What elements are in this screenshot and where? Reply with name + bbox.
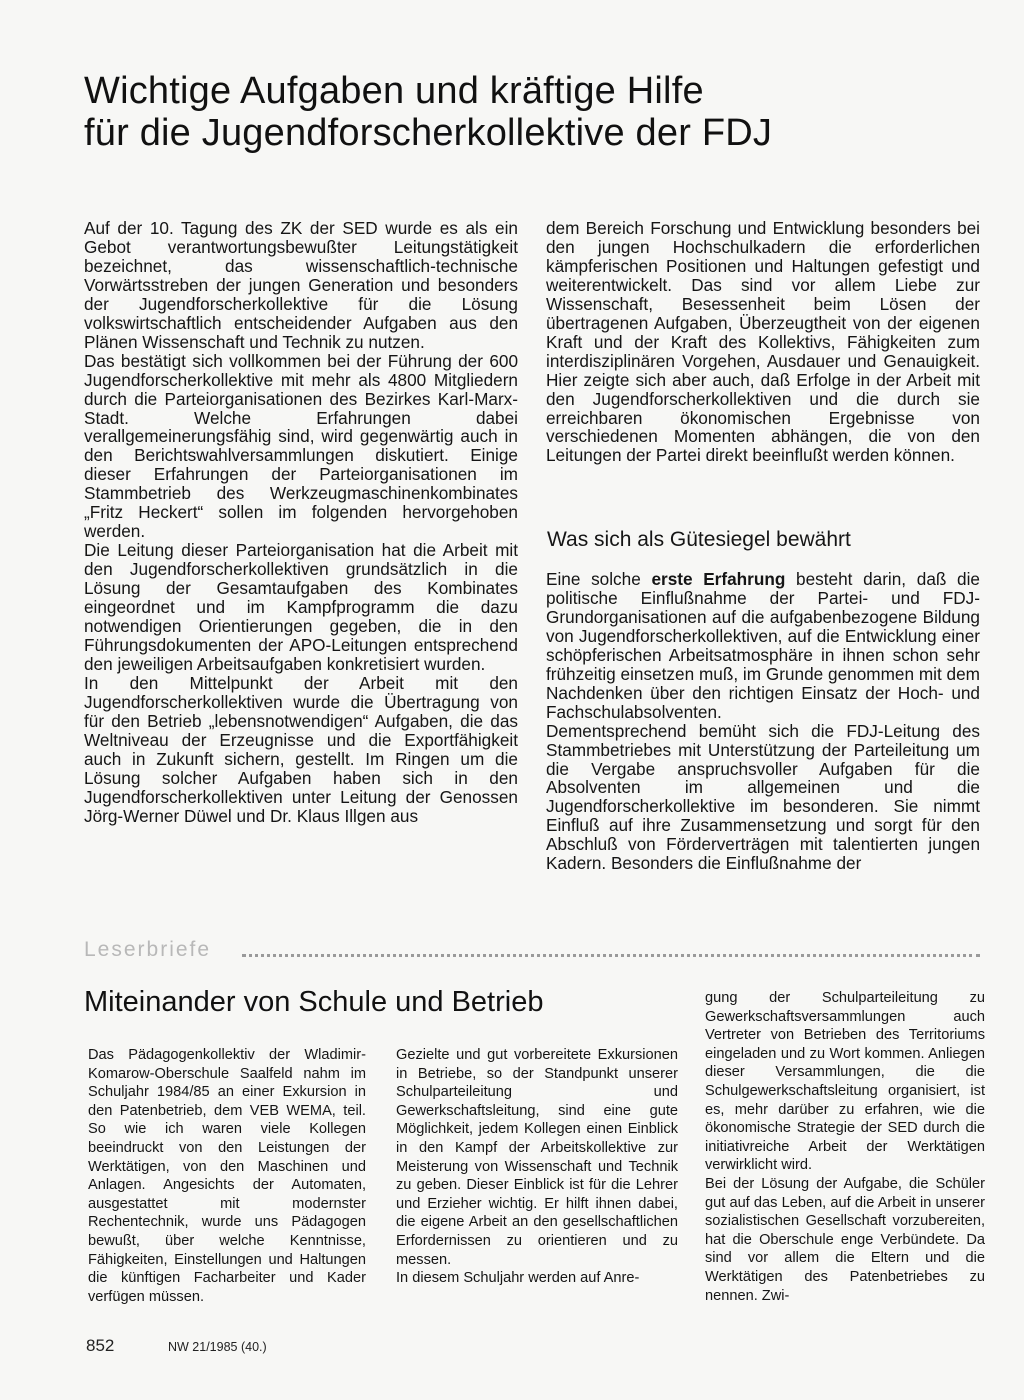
letter-paragraph: In diesem Schuljahr werden auf Anre- [396, 1270, 640, 1287]
article-paragraph: Auf der 10. Tagung des ZK der SED wurde es als ein Gebot verantwortungsbewußter Leitungstätigkeit bezeichnet, das wissenschaftlich-technische Vorwärtsstreben der jungen Generation und besonders der Jugendforscherkollektive für die Lösung volkswirtschaftlich entscheidender Aufgaben aus den Plänen Wissenschaft und Technik zu nutzen. [84, 218, 518, 352]
article-column-2 [546, 219, 980, 465]
article-paragraph: In den Mittelpunkt der Arbeit mit den Jugendforscherkollektiven wurde die Übertragung von für den Betrieb „lebensnotwendigen“ Aufgaben, die das Weltniveau der Erzeugnisse und die Exportfähigkeit auch in Zukunft sichern, gestellt. Im Ringen um die Lösung solcher Aufgaben haben sich in den Jugendforscherkollektiven unter Leitung der Genossen Jörg-Werner Düwel und Dr. Klaus Illgen aus [84, 672, 518, 826]
article-title-line-2: für die Jugendforscherkollektive der FDJ [84, 112, 773, 154]
article-paragraph: Die Leitung dieser Parteiorganisation hat die Arbeit mit den Jugendforscherkollektiven grundsätzlich in die Lösung der Gesamtaufgaben des Kombinates eingeordnet und im Kampfprogramm die dazu notwendigen Orientierungen gegeben, die in den Führungsdokumenten der APO-Leitungen entsprechend den jeweiligen Arbeitsaufgaben konkretisiert wurden. [84, 540, 518, 674]
article-column-2-continued [546, 570, 980, 873]
article-column-1 [84, 219, 518, 826]
letter-column-1 [88, 1046, 366, 1306]
page-number: 852 [86, 1336, 115, 1355]
letter-title: Miteinander von Schule und Betrieb [84, 986, 544, 1018]
letter-paragraph: Bei der Lösung der Aufgabe, die Schüler gut auf das Leben, auf die Arbeit in unserer sozialistischen Gesellschaft vorzubereiten, hat die Oberschule enge Verbündete. Da sind vor allem die Eltern und die Werktätigen des Patenbetriebes zu nennen. Zwi- [705, 1175, 985, 1304]
section-label: Leserbriefe [84, 938, 212, 961]
section-divider [242, 954, 980, 957]
letter-paragraph: gung der Schulparteileitung zu Gewerkschaftsversammlungen auch Vertreter von Betrieben des Territoriums eingeladen und zu Wort kommen. Anliegen dieser Versammlungen, die die Schulgewerkschaftsleitung organisiert, ist es, mehr darüber zu erfahren, wie die ökonomische Strategie der SED durch die initiativreiche Arbeit der Werktätigen verwirklicht wird. [705, 990, 985, 1174]
letter-column-3 [705, 989, 985, 1305]
letter-paragraph: Das Pädagogenkollektiv der Wladimir-Komarow-Oberschule Saalfeld nahm im Schuljahr 1984/85 an einer Exkursion in den Patenbetrieb, dem VEB WEMA, teil. So wie ich waren viele Kollegen beeindruckt von den Leistungen der Werktätigen, von den Maschinen und Anlagen. Angesichts der Automaten, ausgestattet mit modernster Rechentechnik, wurde uns Pädagogen bewußt, über welche Kenntnisse, Fähigkeiten, Einstellungen und Haltungen die künftigen Facharbeiter und Kader verfügen müssen. [88, 1047, 366, 1305]
article-paragraph: Das bestätigt sich vollkommen bei der Führung der 600 Jugendforscherkollektive mit mehr als 4800 Mitgliedern durch die Parteiorganisationen des Bezirkes Karl-Marx-Stadt. Welche Erfahrungen dabei verallgemeinerungsfähig sind, wird gegenwärtig auch in den Berichtswahlversammlungen diskutiert. Einige dieser Erfahrungen der Parteiorganisationen im Stammbetrieb des Werkzeugmaschinenkombinates „Fritz Heckert“ sollen im folgenden hervorgehoben werden. [84, 350, 518, 542]
article-paragraph: Dementsprechend bemüht sich die FDJ-Leitung des Stammbetriebes mit Unterstützung der Parteileitung um die Vergabe anspruchsvoller Aufgaben für die Absolventen im allgemeinen und die Jugendforscherkollektive im besonderen. Sie nimmt Einfluß auf ihre Zusammensetzung und sorgt für den Abschluß von Förderverträgen mit talentierten jungen Kadern. Besonders die Einflußnahme der [546, 720, 980, 874]
letter-paragraph: Gezielte und gut vorbereitete Exkursionen in Betriebe, so der Standpunkt unserer Schulparteileitung und Gewerkschaftsleitung, sind eine gute Möglichkeit, jedem Kollegen einen Einblick in den Kampf der Arbeitskollektive zur Meisterung von Wissenschaft und Technik zu geben. Dieser Einblick ist für die Lehrer und Erzieher wichtig. Er hilft ihnen dabei, die eigene Arbeit an den gesellschaftlichen Erfordernissen zu orientieren und zu messen. [396, 1047, 678, 1268]
article-title-line-1: Wichtige Aufgaben und kräftige Hilfe [84, 70, 704, 112]
article-paragraph: Eine solche erste Erfahrung besteht darin, daß die politische Einflußnahme der Partei- und FDJ-Grundorganisationen auf die aufgabenbezogene Bildung von Jugendforscherkollektiven, auf die Entwicklung einer schöpferischen Arbeitsatmosphäre in ihnen schon sehr frühzeitig einsetzen muß, im Grunde genommen mit dem Nachdenken über den richtigen Einsatz der Hoch- und Fachschulabsolventen. [546, 569, 980, 722]
article-paragraph: dem Bereich Forschung und Entwicklung besonders bei den jungen Hochschulkadern die erforderlichen kämpferischen Positionen und Haltungen gefestigt und weiterentwickelt. Das sind vor allem Liebe zur Wissenschaft, Besessenheit beim Lösen der übertragenen Aufgaben, Überzeugtheit von der eigenen Kraft und der Kraft des Kollektivs, Fähigkeiten zum interdisziplinären Vorgehen, Ausdauer und Genauigkeit. Hier zeigte sich aber auch, daß Erfolge in der Arbeit mit den Jugendforscherkollektiven und die durch sie erreichbaren ökonomischen Ergebnisse von verschiedenen Momenten abhängen, die von den Leitungen der Partei direkt beeinflußt werden können. [546, 218, 980, 466]
article-title [84, 70, 964, 154]
emphasis-first-experience: erste Erfahrung [651, 569, 786, 589]
article-subheading: Was sich als Gütesiegel bewährt [547, 528, 851, 551]
letter-column-2 [396, 1046, 678, 1288]
issue-reference: NW 21/1985 (40.) [168, 1340, 267, 1354]
